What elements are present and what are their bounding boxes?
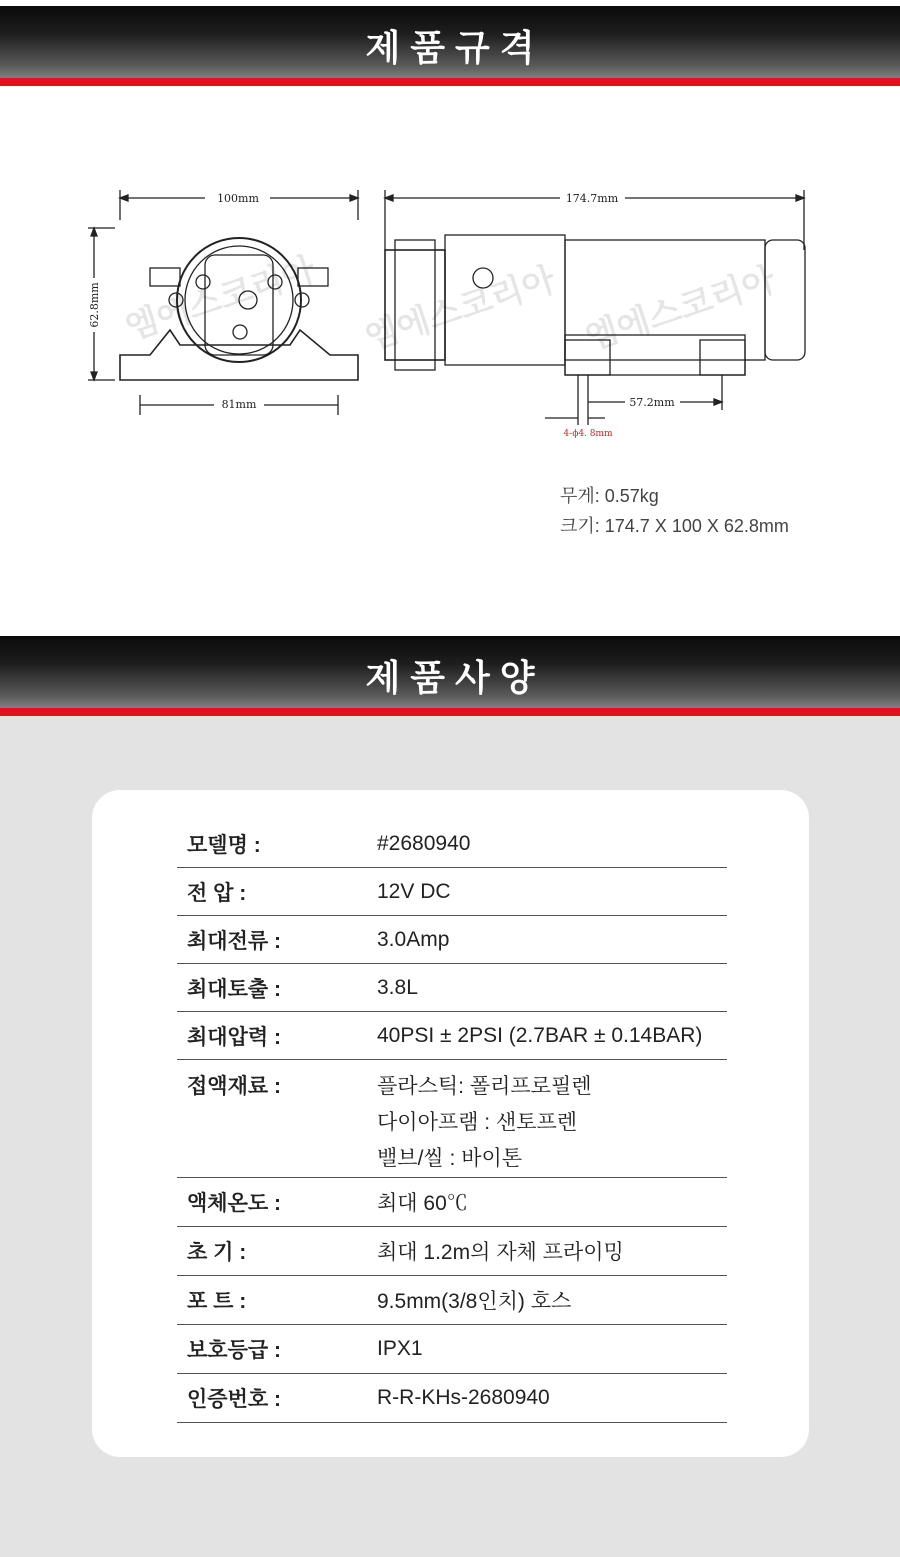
mount-dim-label: 57.2mm xyxy=(629,396,675,409)
spec-key: 접액재료 : xyxy=(187,1075,281,1098)
spec-row-port xyxy=(177,1276,727,1325)
spec-row-priming xyxy=(177,1227,727,1276)
spec-row-temperature xyxy=(177,1178,727,1227)
spec-key: 최대토출 : xyxy=(187,977,281,1001)
spec-row-materials xyxy=(177,1060,727,1178)
spec-row-protection xyxy=(177,1325,727,1374)
spec-key: 액체온도 : xyxy=(187,1192,281,1215)
base-dim-label: 81mm xyxy=(221,398,257,411)
spec-table xyxy=(177,820,727,1423)
width-dim-label: 100mm xyxy=(217,192,259,205)
dimension-drawing xyxy=(0,160,900,460)
length-dim-label: 174.7mm xyxy=(565,192,619,205)
watermark-2: 엠에스코리아 xyxy=(360,259,561,359)
spec-row-voltage xyxy=(177,868,727,916)
spec-key: 보호등급 : xyxy=(187,1339,281,1362)
spec-row-current xyxy=(177,916,727,964)
spec-value: 40PSI ± 2PSI (2.7BAR ± 0.14BAR) xyxy=(377,1023,703,1047)
spec-value: 3.8L xyxy=(377,975,418,999)
spec-row-model xyxy=(177,820,727,868)
spec-value-line: 밸브/씰 : 바이톤 xyxy=(377,1147,523,1170)
detail-banner xyxy=(0,636,900,716)
spec-title: 제품규격 xyxy=(365,28,545,69)
spec-banner xyxy=(0,6,900,86)
spec-key: 전 압 : xyxy=(187,881,247,905)
red-divider xyxy=(0,708,900,716)
spec-row-certification xyxy=(177,1374,727,1423)
spec-key: 포 트 : xyxy=(187,1290,247,1313)
spec-value: 최대 60℃ xyxy=(377,1192,468,1215)
spec-row-pressure xyxy=(177,1012,727,1060)
spec-value: 12V DC xyxy=(377,879,451,903)
spec-key: 초 기 : xyxy=(187,1241,247,1264)
spec-value: 최대 1.2m의 자체 프라이밍 xyxy=(377,1241,624,1264)
watermark-1: 엠에스코리아 xyxy=(120,249,321,349)
height-dim-label: 62.8mm xyxy=(88,282,101,328)
spec-value: 3.0Amp xyxy=(377,927,450,951)
spec-value: R-R-KHs-2680940 xyxy=(377,1386,550,1409)
spec-value xyxy=(377,1070,727,1178)
spec-row-flow xyxy=(177,964,727,1012)
detail-title: 제품사양 xyxy=(365,658,545,699)
spec-value-line: 플라스틱: 폴리프로필렌 xyxy=(377,1075,592,1098)
watermark-3: 엠에스코리아 xyxy=(580,259,781,359)
spec-key: 최대압력 : xyxy=(187,1025,281,1049)
size-info: 크기: 174.7 X 100 X 62.8mm xyxy=(560,516,789,536)
spec-value: #2680940 xyxy=(377,831,471,855)
hole-dim-label: 4-ϕ4. 8mm xyxy=(563,429,613,439)
spec-key: 최대전류 : xyxy=(187,929,281,953)
spec-value-line: 다이아프램 : 샌토프렌 xyxy=(377,1111,578,1134)
red-divider xyxy=(0,78,900,86)
weight-info: 무게: 0.57kg xyxy=(560,486,659,506)
spec-value: IPX1 xyxy=(377,1337,423,1360)
spec-key: 모델명 : xyxy=(187,833,261,857)
spec-value: 9.5mm(3/8인치) 호스 xyxy=(377,1290,572,1313)
spec-key: 인증번호 : xyxy=(187,1388,281,1411)
